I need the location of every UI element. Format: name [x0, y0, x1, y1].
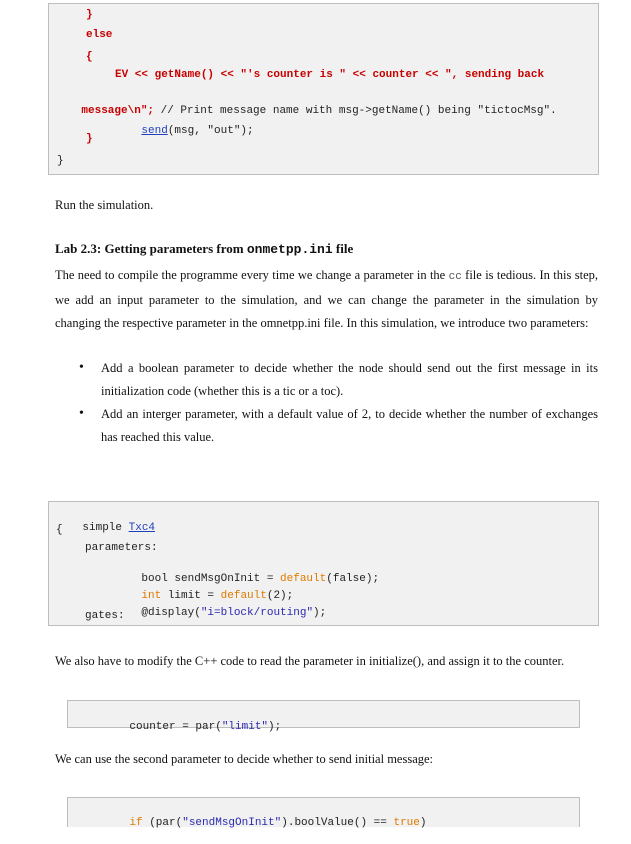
code-else-keyword: else: [86, 29, 113, 41]
code-close-brace-outer: }: [57, 155, 64, 167]
code-if-close: ): [419, 817, 427, 829]
code-if-line: [103, 802, 426, 844]
code-send-line: [115, 110, 254, 152]
code-module-link[interactable]: Txc4: [128, 522, 156, 534]
intro-part2: file is tedious. In this step, we add an input parameter to the simulation, and we can change the parameter in the simulation by changing the respective parameter in the omnetpp.ini file. In this simulation, we introduce two parameters:: [55, 268, 598, 330]
code-bool-default: default: [280, 573, 327, 585]
run-simulation-text: Run the simulation.: [55, 198, 154, 212]
code-send-args: (msg, "out");: [167, 125, 254, 137]
code-block-else: [48, 3, 599, 175]
code-block-ned: [48, 501, 599, 626]
code-display-suffix: );: [313, 607, 327, 619]
code-counter-end: );: [268, 721, 282, 733]
code-int-default: default: [220, 590, 267, 602]
code-open-brace: {: [86, 51, 93, 63]
code-if-keyword: if: [129, 817, 143, 829]
bullet-marker: •: [79, 406, 84, 421]
code-comment: // Print message name with msg->getName() being "tictocMsg".: [154, 105, 557, 117]
code-if-arg: "sendMsgOnInit": [182, 817, 282, 829]
code-send-link[interactable]: send: [141, 125, 168, 137]
code-message-string: message\n";: [81, 105, 155, 117]
code-display-prefix: @display(: [141, 607, 201, 619]
code-int-type: int: [141, 590, 162, 602]
code-if-true: true: [393, 817, 420, 829]
bullet-item: Add a boolean parameter to decide whether the node should send out the first message in its initialization code (whether this is a tic or a toc).: [101, 361, 598, 398]
code-ev-line: EV << getName() << "'s counter is " << counter << ", sending back: [115, 69, 545, 81]
lab-heading: [55, 241, 353, 257]
code-int-value: (2);: [266, 590, 294, 602]
code-counter-line: [103, 706, 281, 748]
lab-heading-suffix: file: [332, 241, 354, 256]
second-param-paragraph: We can use the second parameter to decide whether to send initial message:: [55, 752, 434, 766]
lab-heading-prefix: Lab 2.3: Getting parameters from: [55, 241, 247, 256]
code-bool-value: (false);: [326, 573, 380, 585]
code-close-brace: }: [86, 9, 93, 21]
code-if-method: ).boolValue() ==: [281, 817, 394, 829]
code-simple-keyword: simple: [82, 522, 129, 534]
code-counter-assign: counter = par(: [129, 721, 222, 733]
code-ned-open-brace: {: [56, 524, 63, 536]
code-display-string: "i=block/routing": [200, 607, 314, 619]
code-block-if: [67, 797, 580, 827]
intro-paragraph: [55, 264, 598, 335]
bullet-marker: •: [79, 360, 84, 375]
code-gates-label: gates:: [85, 610, 125, 622]
intro-part1: The need to compile the programme every time we change a parameter in the: [55, 268, 449, 282]
modify-paragraph: We also have to modify the C++ code to read the parameter in initialize(), and assign it to the counter.: [55, 654, 565, 668]
lab-heading-file: onmetpp.ini: [246, 242, 333, 257]
code-block-counter: [67, 700, 580, 733]
code-close-brace-inner: }: [86, 133, 93, 145]
code-int-decl: limit =: [161, 590, 221, 602]
intro-cc-file: cc: [448, 271, 462, 283]
code-parameters-label: parameters:: [85, 542, 158, 554]
code-bool-decl: bool sendMsgOnInit =: [141, 573, 281, 585]
code-if-par: (par(: [142, 817, 183, 829]
code-counter-arg: "limit": [221, 721, 269, 733]
code-display-line: [115, 592, 326, 634]
bullet-item: Add an interger parameter, with a default value of 2, to decide whether the number of exchanges has reached this value.: [101, 407, 598, 444]
